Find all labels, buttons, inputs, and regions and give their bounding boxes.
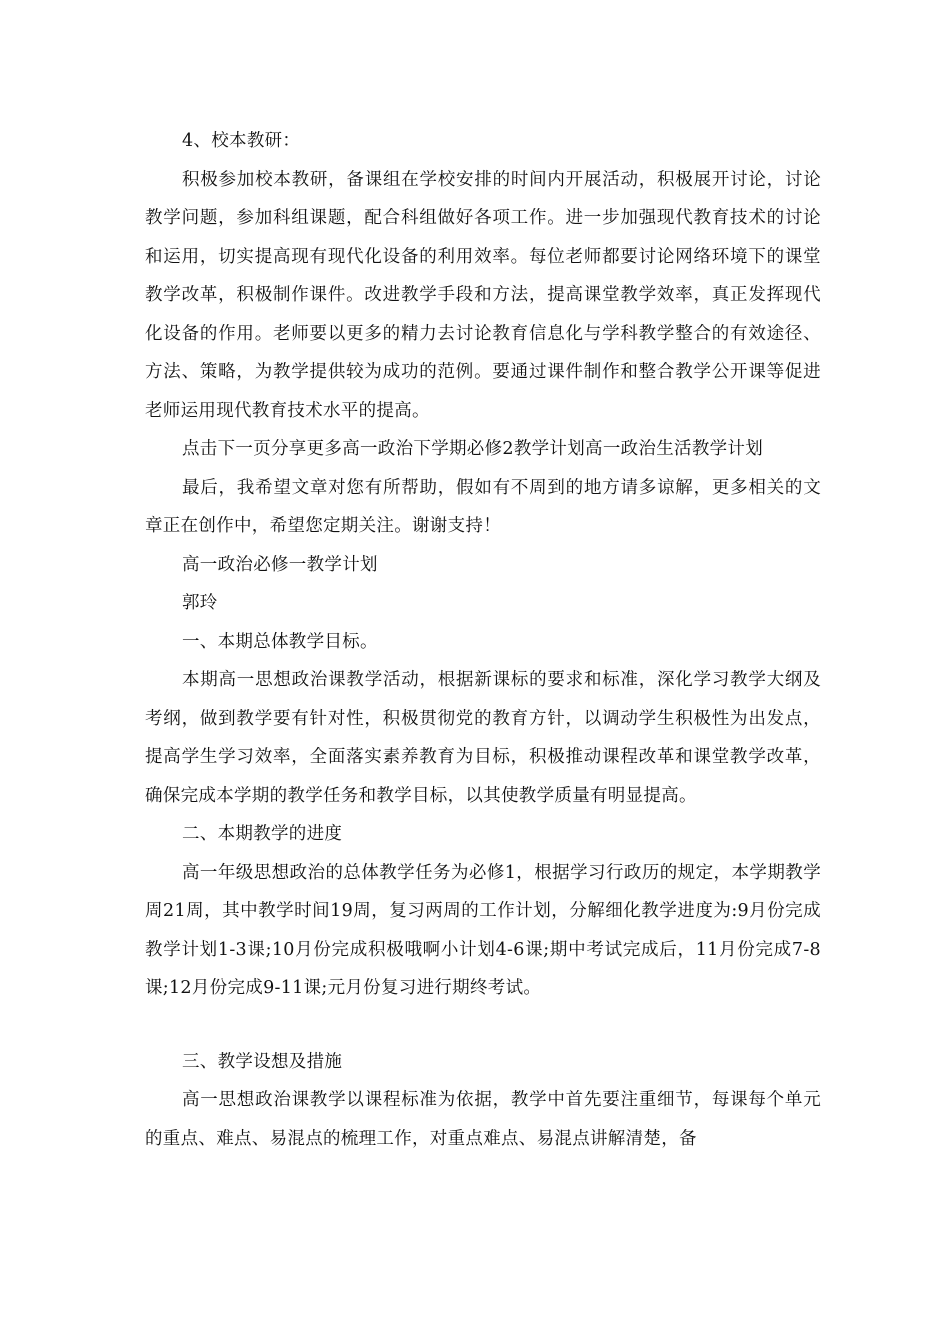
author-name: 郭玲 [182, 593, 218, 613]
section-heading-goals: 一、本期总体教学目标。 [182, 631, 378, 652]
document-title: 高一政治必修一教学计划 [182, 554, 378, 575]
section-heading-school-research: 4、校本教研： [182, 131, 301, 151]
next-page-link-text: 点击下一页分享更多高一政治下学期必修2教学计划高一政治生活教学计划 [182, 439, 764, 459]
section-heading-progress: 二、本期教学的进度 [182, 824, 343, 844]
document-body [145, 122, 821, 1158]
paragraph-progress: 高一年级思想政治的总体教学任务为必修1，根据学习行政历的规定，本学期教学周21周，其中教学时间19周，复习两周的工作计划，分解细化教学进度为:9月份完成教学计划1-3课;10月份完成积极哦啊小计划4-6课;期中考试完成后，11月份完成7-8课;12月份完成9-11课;元月份复习进行期终考试。 [145, 862, 821, 998]
paragraph-school-research: 积极参加校本教研，备课组在学校安排的时间内开展活动，积极展开讨论，讨论教学问题，参加科组课题，配合科组做好各项工作。进一步加强现代教育技术的讨论和运用，切实提高现有现代化设备的利用效率。每位老师都要讨论网络环境下的课堂教学改革，积极制作课件。改进教学手段和方法，提高课堂教学效率，真正发挥现代化设备的作用。老师要以更多的精力去讨论教育信息化与学科教学整合的有效途径、方法、策略，为教学提供较为成功的范例。要通过课件制作和整合教学公开课等促进老师运用现代教育技术水平的提高。 [145, 169, 821, 421]
paragraph-measures: 高一思想政治课教学以课程标准为依据，教学中首先要注重细节，每课每个单元的重点、难点、易混点的梳理工作，对重点难点、易混点讲解清楚，备 [145, 1090, 821, 1149]
paragraph-goals: 本期高一思想政治课教学活动，根据新课标的要求和标准，深化学习教学大纲及考纲，做到教学要有针对性，积极贯彻党的教育方针，以调动学生积极性为出发点，提高学生学习效率，全面落实素养教育为目标，积极推动课程改革和课堂教学改革，确保完成本学期的教学任务和教学目标，以其使教学质量有明显提高。 [145, 670, 821, 806]
section-heading-measures: 三、教学设想及措施 [182, 1051, 343, 1072]
paragraph-closing-note: 最后，我希望文章对您有所帮助，假如有不周到的地方请多谅解，更多相关的文章正在创作中，希望您定期关注。谢谢支持！ [145, 477, 821, 536]
blank-line [145, 1008, 821, 1043]
